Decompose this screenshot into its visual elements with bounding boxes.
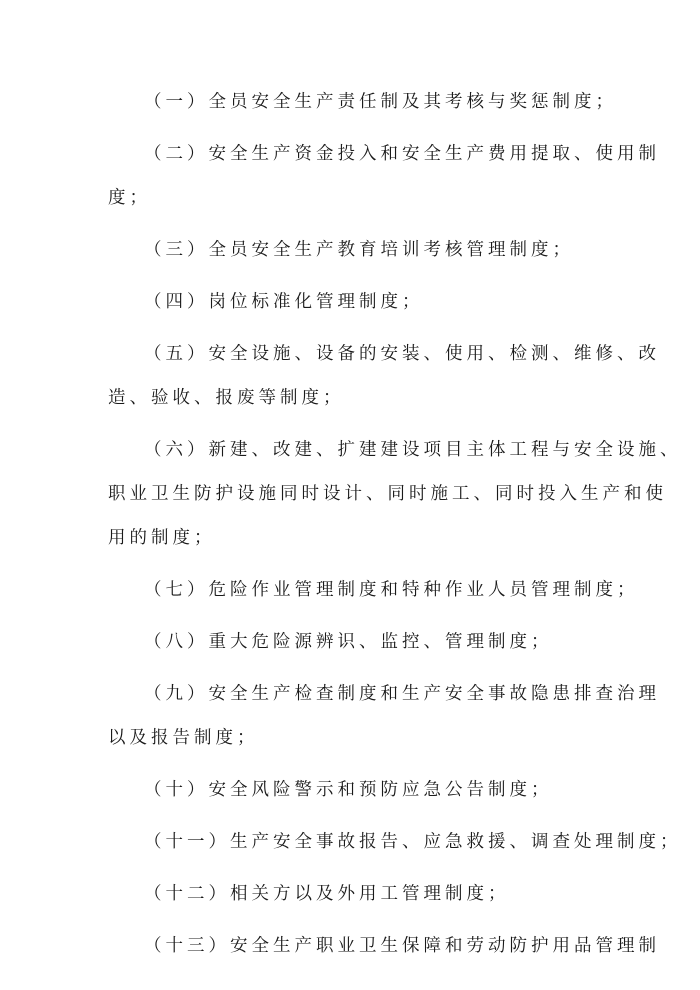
list-item-line: （二）安全生产资金投入和安全生产费用提取、使用制 [144, 144, 660, 164]
list-item [108, 768, 600, 812]
list-item-line: （四）岗位标准化管理制度； [144, 292, 424, 312]
list-item [108, 672, 660, 760]
list-item-line: 度； [108, 188, 151, 208]
list-item-line: （七）危险作业管理制度和特种作业人员管理制度； [144, 580, 639, 600]
list-item [108, 620, 600, 664]
list-item-line: （一）全员安全生产责任制及其考核与奖惩制度； [144, 92, 617, 112]
list-item-line: （八）重大危险源辨识、监控、管理制度； [144, 632, 553, 652]
list-item-line: （六）新建、改建、扩建建设项目主体工程与安全设施、 [144, 440, 682, 460]
list-item-line: （三）全员安全生产教育培训考核管理制度； [144, 240, 574, 260]
list-item-line: 造、验收、报废等制度； [108, 388, 345, 408]
list-item-line: （九）安全生产检查制度和生产安全事故隐患排查治理 [144, 684, 660, 704]
list-item [108, 228, 600, 272]
list-item [108, 80, 617, 124]
list-item-line: （十一）生产安全事故报告、应急救援、调查处理制度； [144, 832, 682, 852]
list-item-line: 用的制度； [108, 528, 216, 548]
list-item [108, 820, 682, 864]
list-item [108, 924, 660, 968]
list-item-line: 以及报告制度； [108, 728, 259, 748]
list-item [108, 568, 639, 612]
list-item [108, 332, 660, 420]
list-item-line: （十二）相关方以及外用工管理制度； [144, 884, 510, 904]
list-item [108, 280, 600, 324]
list-item-line: 职业卫生防护设施同时设计、同时施工、同时投入生产和使 [108, 484, 667, 504]
list-item [108, 428, 682, 560]
list-item-line: （十）安全风险警示和预防应急公告制度； [144, 780, 553, 800]
document-page [108, 80, 682, 976]
list-item-line: （五）安全设施、设备的安装、使用、检测、维修、改 [144, 344, 660, 364]
list-item [108, 872, 600, 916]
list-item-line: （十三）安全生产职业卫生保障和劳动防护用品管理制 [144, 936, 660, 956]
list-item [108, 132, 660, 220]
